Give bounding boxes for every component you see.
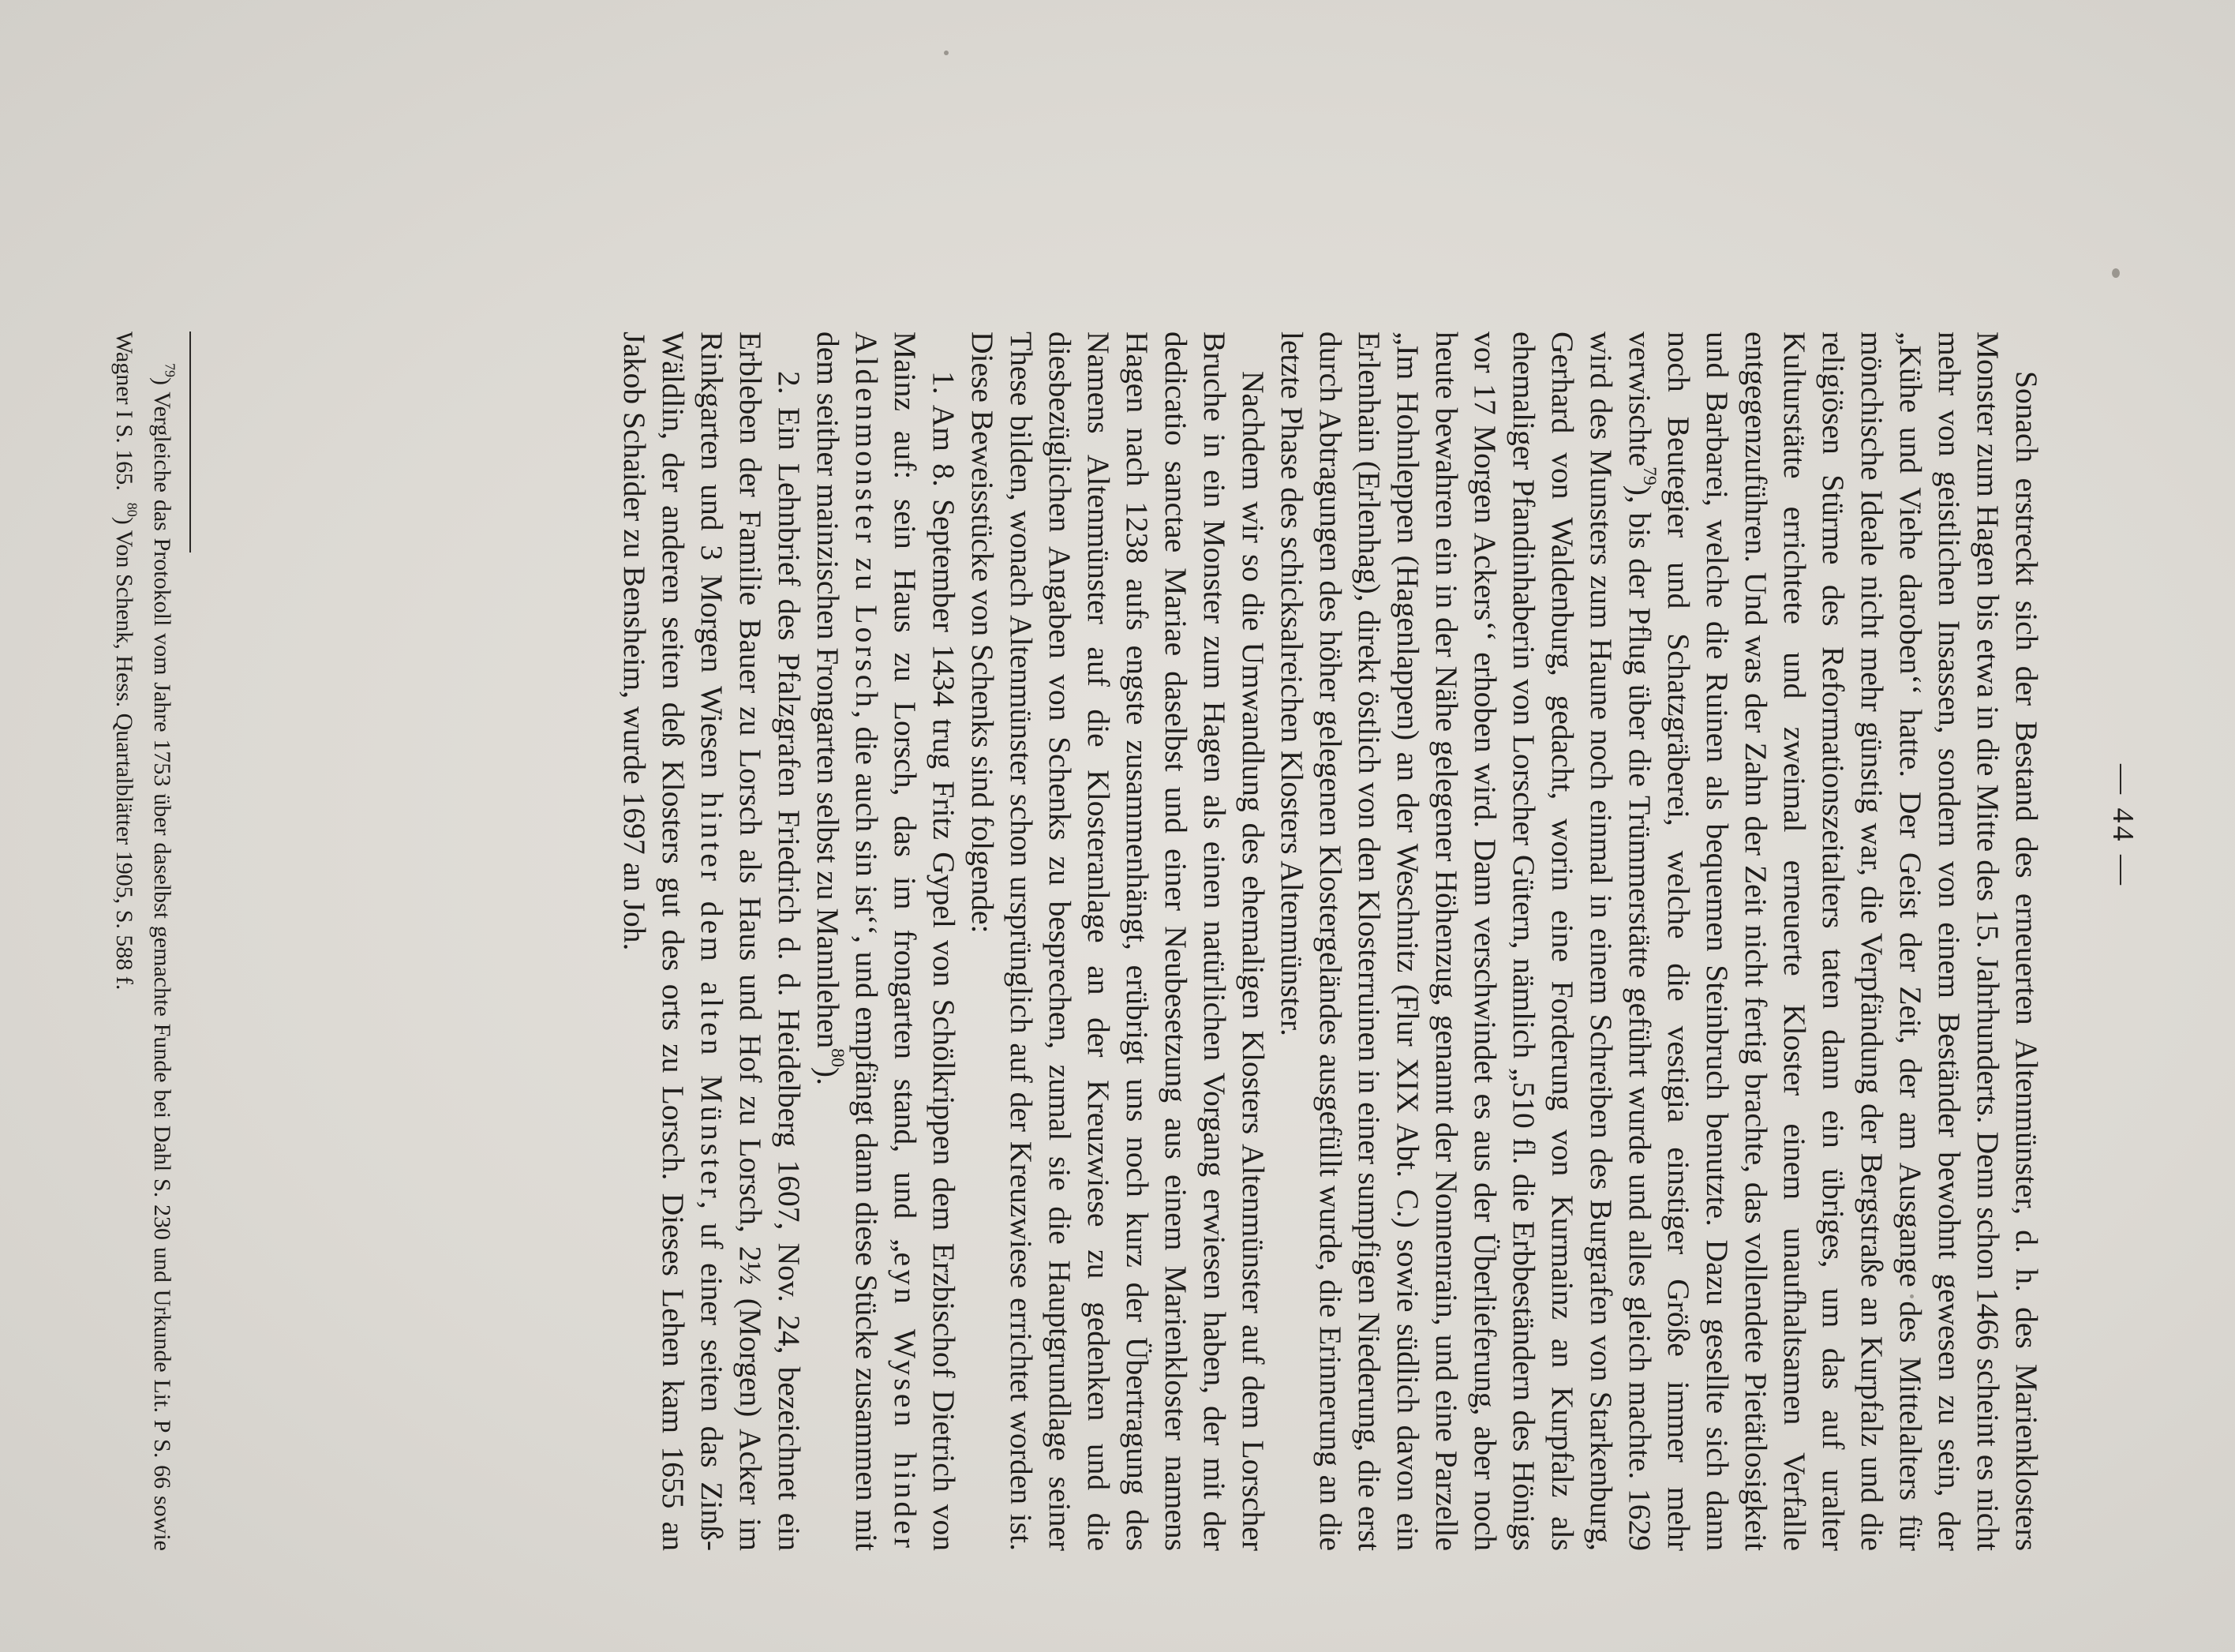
footnote-80-text: ) Von Schenk, Hess. Quartalblätter 1905, S. 588 f. — [111, 516, 137, 991]
footnote-divider — [189, 332, 191, 553]
paragraph-text: 1. Am 8. September 1434 trug Fritz Gypel von Schölkrippen dem Erzbischof Dietrich von Mainz auf: sein Haus zu Lorsch, das im frongarten stand, und „ — [888, 332, 961, 1551]
spaced-quotation: hinter dem alten Münster — [694, 792, 729, 1201]
paragraph-text: , uf einer seiten das Zinß-Wäldlin, der anderen seiten deß Klosters gut des orts zu Lorsch. Dieses Lehen kam 1655 an Jakob Schaider zu Bensheim, wurde 1697 an Joh. — [617, 332, 729, 1551]
footnote-number-79: 79 — [162, 363, 178, 377]
footnote-ref-79: 79 — [1638, 466, 1660, 485]
footnote-text — [105, 332, 181, 1551]
paragraph-3 — [808, 332, 963, 1551]
body-text — [615, 332, 2046, 1551]
footnote-ref-80: 80 — [826, 1048, 848, 1067]
spaced-quotation: eyn Wysen hinder Aldenmonster zu Lorsch — [849, 332, 923, 1551]
paragraph-text: Nachdem wir so die Umwandlung des ehemaligen Klosters Altenmünster auf dem Lorscher Bruche in ein Monster zum Hagen als einen natürlichen Vorgang erwiesen haben, der mit der dedicatio sanctae Mariae daselbst und einer Neubesetzung aus einem Marienkloster namens Hagen nach 1238 aufs engste zusammenhängt, erübrigt uns noch kurz der Übertragung des Namens Altenmünster auf die Klosteranlage an der Kreuzwiese zu gedenken und die diesbezüglichen Angaben von Schenks zu besprechen, zumal sie die Hauptgrundlage seiner These bilden, wonach Altenmünster schon ursprünglich auf der Kreuzwiese errichtet worden ist. Diese Beweisstücke von Schenks sind folgende: — [965, 332, 1271, 1551]
paragraph-text: , die auch sin istʻʻ, und empfängt dann diese Stücke zusammen mit dem seither mainzischen Frongarten selbst zu Mannlehen — [811, 332, 884, 1551]
paragraph-text: ). — [811, 1066, 845, 1085]
paragraph-1 — [1272, 332, 2046, 1551]
paragraph-text: 2. Ein Lehnbrief des Pfalzgrafen Friedrich d. d. Heidelberg 1607, Nov. 24, bezeichnet ein Erbleben der Familie Bauer zu Lorsch als Haus und Hof zu Lorsch, 2½ (Morgen) Acker im Rinkgarten und 3 Morgen Wiesen — [694, 332, 807, 1551]
footnote-79-text: ) Vergleiche das Protokoll vom Jahre 1753 über daselbst gemachte Funde bei Dahl S. 230 und Urkunde Lit. P S. 66 sowie Wagner I S. 165. — [111, 332, 175, 1551]
paragraph-text: Sonach erstreckt sich der Bestand des erneuerten Altenmünster, d. h. des Marienklosters Monster zum Hagen bis etwa in die Mitte des 15. Jahrhunderts. Denn schon 1466 scheint es nicht mehr von geistlichen Insassen, sondern von einem Beständer bewohnt gewesen zu sein, der „Kühe und Viehe darobenʻʻ hatte. Der Geist der Zeit, der am Ausgange des Mittelalters für mönchische Ideale nicht mehr günstig war, die Verpfändung der Bergstraße an Kurpfalz und die religiösen Stürme des Reformationszeitalters taten dann ein übriges, um das auf uralter Kulturstätte errichtete und zweimal erneuerte Kloster einem unaufhaltsamen Verfalle entgegenzuführen. Und was der Zahn der Zeit nicht fertig brachte, das vollendete Pietätlosigkeit und Barbarei, welche die Ruinen als bequemen Steinbruch benutzte. Dazu gesellte sich dann noch Beutegier und Schatzgräberei, welche die vestigia einstiger Größe immer mehr verwischte — [1623, 332, 2044, 1551]
paragraph-2 — [963, 332, 1272, 1551]
footnotes — [105, 332, 181, 1551]
paragraph-text: ), bis der Pflug über die Trümmerstätte geführt wurde und alles gleich machte. 1629 wird des Munsters zum Haune noch einmal in einem Schreiben des Burgrafen von Starkenburg, Gerhard von Waldenburg, gedacht, worin eine Forderung von Kurmainz an Kurpfalz als ehemaliger Pfandinhaberin von Lorscher Gütern, nämlich „510 fl. die Erbbeständern des Hönigs vor 17 Morgen Ackersʻʻ erhoben wird. Dann verschwindet es aus der Überlieferung, aber noch heute bewahren ein in der Nähe gelegener Höhenzug, genannt der Nonnenrain, und eine Parzelle „Im Hohnleppen (Hagenlappen) an der Weschnitz (Flur XIX Abt. C.) sowie südlich davon ein Erlenhain (Erlenhag), direkt östlich von den Klosterruinen in einer sumpfigen Niederung, die erst durch Abtragungen des höher gelegenen Klostergeländes ausgefüllt wurde, die Erinnerung an die letzte Phase des schicksalreichen Klosters Altenmünster. — [1275, 332, 1657, 1551]
footnote-number-80: 80 — [124, 502, 140, 517]
page-number: — 44 — — [2106, 764, 2140, 888]
paragraph-4 — [615, 332, 808, 1551]
